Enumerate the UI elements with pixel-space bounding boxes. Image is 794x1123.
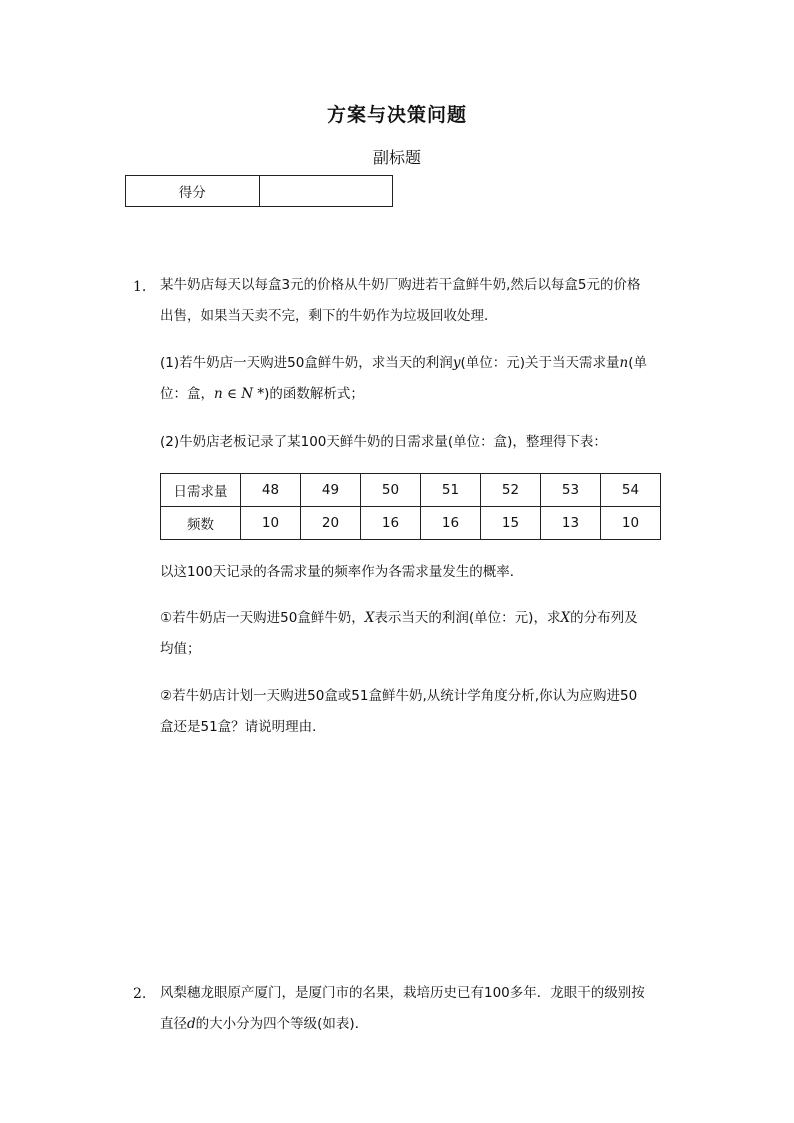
row-header-frequency: 频数 xyxy=(161,507,241,540)
table-cell: 13 xyxy=(541,507,601,540)
probability-note: 以这100天记录的各需求量的频率作为各需求量发生的概率． xyxy=(160,564,524,580)
score-box xyxy=(125,175,393,207)
table-cell: 52 xyxy=(481,474,541,507)
question-1-part-2: (2)牛奶店老板记录了某100天鲜牛奶的日需求量(单位：盒)，整理得下表： xyxy=(160,434,607,450)
part-1-text-e: )的函数解析式； xyxy=(264,386,364,402)
question-2-text-a: 直径 xyxy=(160,1016,187,1032)
table-cell: 16 xyxy=(361,507,421,540)
table-cell: 16 xyxy=(421,507,481,540)
table-cell: 20 xyxy=(301,507,361,540)
part-1-text-b: (单位：元)关于当天需求量 xyxy=(460,355,620,371)
table-row xyxy=(161,474,661,507)
table-cell: 49 xyxy=(301,474,361,507)
question-1-intro-line1: 某牛奶店每天以每盒3元的价格从牛奶厂购进若干盒鲜牛奶,然后以每盒5元的价格 xyxy=(160,277,641,293)
table-cell: 51 xyxy=(421,474,481,507)
question-1-intro-line2: 出售，如果当天卖不完，剩下的牛奶作为垃圾回收处理． xyxy=(160,308,498,324)
table-cell: 53 xyxy=(541,474,601,507)
question-1-subpart-1 xyxy=(160,603,662,665)
document-subtitle: 副标题 xyxy=(372,148,421,167)
variable-n: n xyxy=(619,355,629,371)
score-value-field[interactable] xyxy=(259,176,393,207)
subpart-1-text-a: ①若牛奶店一天购进50盒鲜牛奶， xyxy=(160,610,365,626)
table-cell: 10 xyxy=(601,507,661,540)
set-notation: n ∈ N * xyxy=(214,386,265,402)
variable-d: d xyxy=(187,1016,196,1032)
variable-x: X xyxy=(560,610,571,626)
table-cell: 48 xyxy=(241,474,301,507)
question-2-line1: 风梨穗龙眼原产厦门，是厦门市的名果，栽培历史已有100多年．龙眼干的级别按 xyxy=(160,985,645,1001)
table-cell: 15 xyxy=(481,507,541,540)
row-header-demand: 日需求量 xyxy=(161,474,241,507)
subpart-1-text-d: 均值； xyxy=(160,641,201,657)
subpart-1-text-b: 表示当天的利润(单位：元)，求 xyxy=(374,610,561,626)
demand-frequency-table xyxy=(160,473,661,540)
table-cell: 10 xyxy=(241,507,301,540)
question-1-subpart-2 xyxy=(160,681,662,743)
table-row xyxy=(161,507,661,540)
variable-y: y xyxy=(452,355,461,371)
score-label: 得分 xyxy=(126,176,260,207)
variable-x: X xyxy=(364,610,375,626)
table-cell: 54 xyxy=(601,474,661,507)
document-title: 方案与决策问题 xyxy=(326,104,467,126)
question-2-number: 2. xyxy=(133,986,147,1002)
question-2-text-b: 的大小分为四个等级(如表)． xyxy=(195,1016,369,1032)
question-2-text xyxy=(160,978,662,1040)
part-1-text-d: 位：盒， xyxy=(160,386,214,402)
subpart-2-line2: 盒还是51盒？请说明理由． xyxy=(160,719,326,735)
table-cell: 50 xyxy=(361,474,421,507)
question-1-number: 1. xyxy=(133,279,147,295)
question-1-intro xyxy=(160,270,662,332)
part-1-text-c: (单 xyxy=(628,355,647,371)
subpart-1-text-c: 的分布列及 xyxy=(570,610,638,626)
subpart-2-line1: ②若牛奶店计划一天购进50盒或51盒鲜牛奶,从统计学角度分析,你认为应购进50 xyxy=(160,688,638,704)
question-1-part-1 xyxy=(160,348,662,410)
part-1-text-a: (1)若牛奶店一天购进50盒鲜牛奶，求当天的利润 xyxy=(160,355,453,371)
